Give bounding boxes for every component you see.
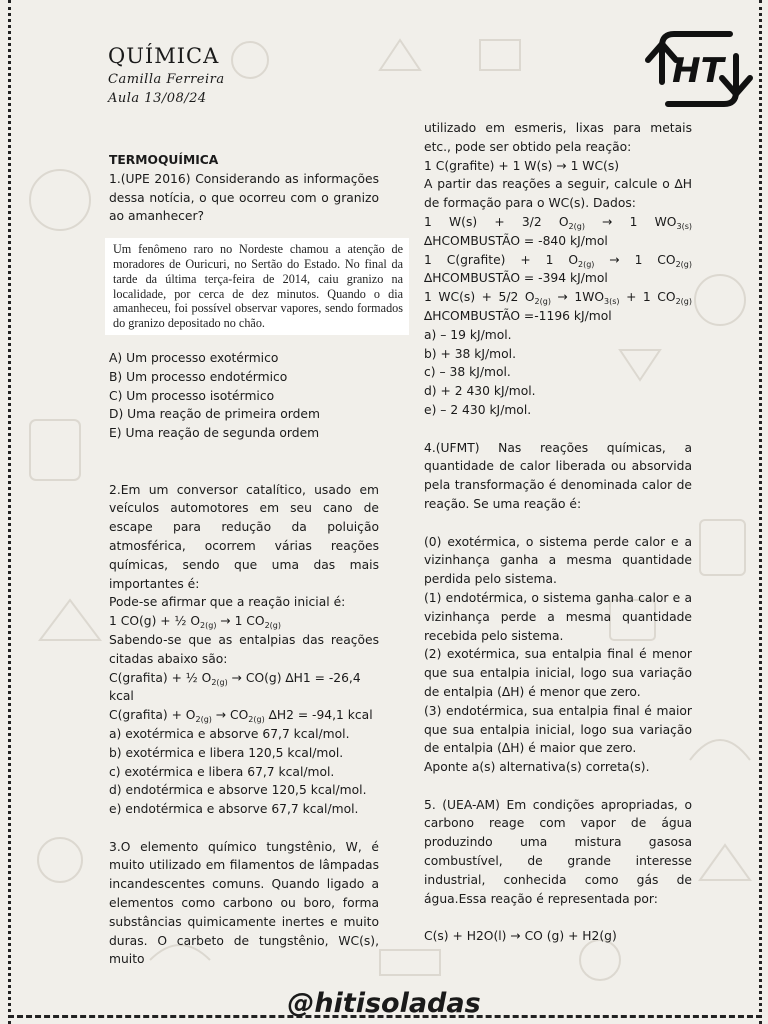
q2-option: c) exotérmica e libera 67,7 kcal/mol. xyxy=(109,764,335,779)
logo-text: HT xyxy=(672,51,724,91)
q3-reaction: 1 C(grafite) + 1 W(s) → 1 WC(s) xyxy=(424,158,620,173)
q1-option: C) Um processo isotérmico xyxy=(109,388,275,403)
question-3-continued: utilizado em esmeris, lixas para metais etc., pode ser obtido pela reação: xyxy=(424,121,692,154)
q1-option: D) Uma reação de primeira ordem xyxy=(109,407,320,422)
q3-option: a) – 19 kJ/mol. xyxy=(424,327,512,342)
q5-reaction: C(s) + H2O(l) → CO (g) + H2(g) xyxy=(424,929,617,944)
q3-prompt: A partir das reações a seguir, calcule o ∆H de formação para o WC(s). Dados: xyxy=(424,177,692,211)
question-3: 3.O elemento químico tungstênio, W, é muito utilizado em filamentos de lâmpadas incandescentes comuns. Quando ligado a elementos como carbono ou boro, forma substâncias quimicamente inertes e muito duras. O carbeto de tungstênio, WC(s), muito xyxy=(109,839,379,967)
q4-prompt: Aponte a(s) alternativa(s) correta(s). xyxy=(424,760,650,775)
section-title: TERMOQUÍMICA xyxy=(109,153,219,167)
q3-option: e) – 2 430 kJ/mol. xyxy=(424,402,532,417)
q1-option: A) Um processo exotérmico xyxy=(109,350,279,365)
q2-option: d) endotérmica e absorve 120,5 kcal/mol. xyxy=(109,783,367,798)
q2-option: e) endotérmica e absorve 67,7 kcal/mol. xyxy=(109,802,359,817)
q2-equation-2: C(grafita) + $O_{2(g)} \to CO_{2(g)}$ ∆H2 = -94,1 kcal xyxy=(109,708,373,725)
q1-option: B) Um processo endotérmico xyxy=(109,369,288,384)
left-column xyxy=(109,151,403,969)
q3-equation-3: 1 WC(s) + 5/2 $O_{2(g)} \to 1WO_{3(s)} + 1$ $CO_{2(g)}$ ∆HCOMBUSTÃO =-1196 kJ/mol xyxy=(424,290,692,323)
teacher-name: Camilla Ferreira xyxy=(108,72,225,87)
q2-prompt: Pode-se afirmar que a reação inicial é: xyxy=(109,595,346,610)
subject-title: QUÍMICA xyxy=(108,44,220,68)
page-header xyxy=(108,44,225,106)
right-column xyxy=(424,119,692,946)
q3-equation-1: 1 W(s) + 3/2 $O_{2(g)} \to 1$ $WO_{3(s)}$ ∆HCOMBUSTÃO = -840 kJ/mol xyxy=(424,214,692,248)
q4-item: (3) endotérmica, sua entalpia final é maior que sua entalpia inicial, logo sua variação de entalpia (ΔH) é maior que zero. xyxy=(424,703,692,756)
q2-option: b) exotérmica e libera 120,5 kcal/mol. xyxy=(109,745,344,760)
q3-option: d) + 2 430 kJ/mol. xyxy=(424,384,536,399)
question-2: 2.Em um conversor catalítico, usado em veículos automotores em seu cano de escape para redução da poluição atmosférica, ocorrem várias reações químicas, sendo que uma das mais importantes é: xyxy=(109,482,379,591)
ht-arrows-logo-icon xyxy=(640,26,758,112)
q1-option: E) Uma reação de segunda ordem xyxy=(109,426,320,441)
class-date: Aula 13/08/24 xyxy=(108,91,207,106)
q2-intro: Sabendo-se que as entalpias das reações citadas abaixo são: xyxy=(109,632,379,666)
q2-equation-1: C(grafita) + ½ $O_{2(g)} \to CO(g) \Delta H1 = -26,4$ kcal xyxy=(109,670,361,704)
q4-item: (1) endotérmica, o sistema ganha calor e a vizinhança perde a mesma quantidade recebida pelo sistema. xyxy=(424,590,692,643)
q2-option: a) exotérmica e absorve 67,7 kcal/mol. xyxy=(109,726,350,741)
left-dotted-border xyxy=(8,0,11,1024)
q4-item: (0) exotérmica, o sistema perde calor e a vizinhança ganha a mesma quantidade perdida pelo sistema. xyxy=(424,534,692,587)
q3-option: b) + 38 kJ/mol. xyxy=(424,346,516,361)
question-1: 1.(UPE 2016) Considerando as informações dessa notícia, o que ocorreu com o granizo ao amanhecer? xyxy=(109,171,379,224)
question-5: 5. (UEA-AM) Em condições apropriadas, o carbono reage com vapor de água produzindo uma mistura gasosa combustível, de grande interesse industrial, conhecida como gás de água.Essa reação é representada por: xyxy=(424,797,692,906)
q4-item: (2) exotérmica, sua entalpia final é menor que sua entalpia inicial, logo sua variação de entalpia (ΔH) é menor que zero. xyxy=(424,647,692,699)
footer-handle: @hitisoladas xyxy=(287,988,481,1019)
q3-equation-2: 1 C(grafite) + 1 $O_{2(g)} \to 1$ $CO_{2(g)}$ ∆HCOMBUSTÃO = -394 kJ/mol xyxy=(424,252,692,286)
question-4: 4.(UFMT) Nas reações químicas, a quantidade de calor liberada ou absorvida pela transformação é denominada calor de reação. Se uma reação é: xyxy=(424,440,692,511)
news-excerpt: Um fenômeno raro no Nordeste chamou a atenção de moradores de Ouricuri, no Sertão do Estado. No final da tarde da última terça-feira de 2014, caiu granizo na localidade, por cerca de dez minutos. Quando o dia amanheceu, foi possível observar vapores, sendo formados do granizo depositado no chão. xyxy=(105,238,409,335)
q2-reaction: 1 CO(g) + ½ $O_{2(g)} \to 1$ $CO_{2(g)}$ xyxy=(109,614,281,631)
q3-option: c) – 38 kJ/mol. xyxy=(424,365,511,380)
right-dotted-border xyxy=(759,0,762,1024)
